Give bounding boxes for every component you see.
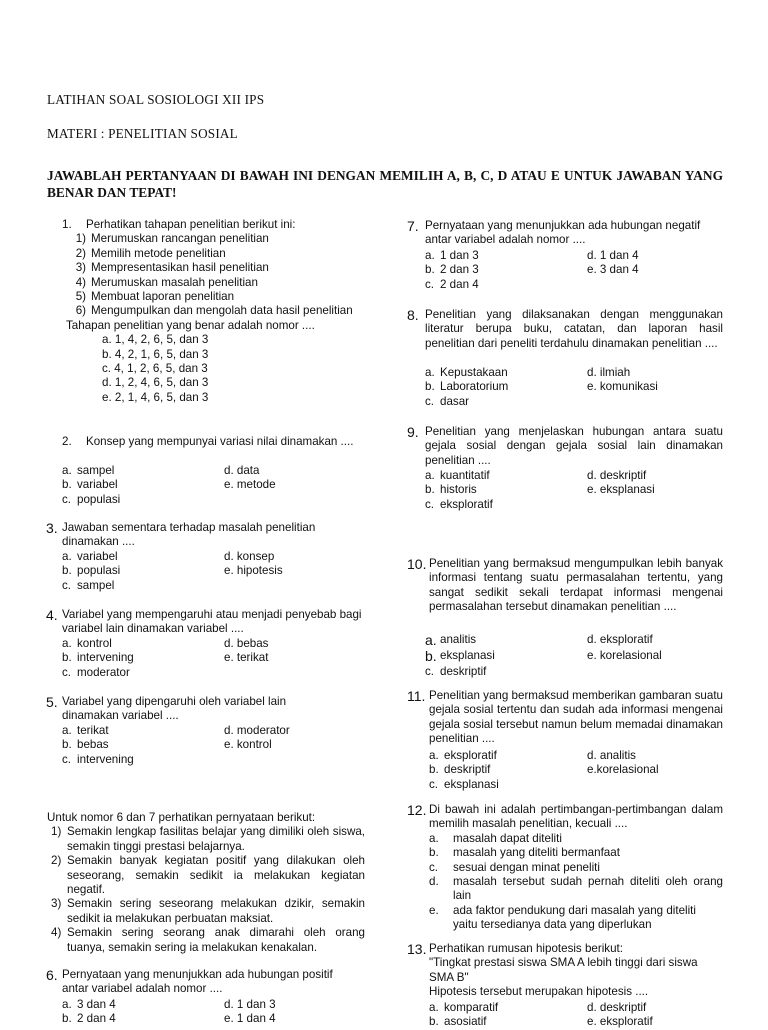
answer-option[interactable] bbox=[425, 498, 587, 512]
option-text: analitis bbox=[440, 633, 477, 646]
option-letter: b. bbox=[62, 478, 72, 492]
answer-options-10 bbox=[425, 632, 737, 680]
answer-option[interactable]: e. hipotesis bbox=[224, 564, 283, 578]
option-letter: e. bbox=[429, 903, 439, 917]
question-prompt: Hipotesis tersebut merupakan hipotesis .... bbox=[429, 985, 649, 999]
option-letter: d. bbox=[429, 875, 439, 889]
question-stem: Konsep yang mempunyai variasi nilai dinamakan .... bbox=[86, 435, 354, 448]
answer-option[interactable] bbox=[429, 749, 591, 763]
option-text: 2 dan 4 bbox=[77, 1012, 116, 1026]
answer-options-9 bbox=[425, 469, 737, 512]
answer-option[interactable]: e.korelasional bbox=[587, 763, 659, 777]
answer-option[interactable] bbox=[429, 1015, 591, 1029]
answer-option[interactable] bbox=[425, 632, 587, 648]
statement-item: Semakin sering seorang anak dimarahi oleh orang tuanya, semakin sering ia melakukan kenakalan. bbox=[67, 926, 365, 954]
answer-option[interactable]: e. terikat bbox=[224, 651, 269, 665]
option-text: historis bbox=[440, 483, 477, 497]
option-text: 1 dan 3 bbox=[440, 249, 479, 262]
question-stem: Jawaban sementara terhadap masalah penelitian dinamakan .... bbox=[62, 521, 316, 549]
option-text: kuantitatif bbox=[440, 469, 490, 482]
answer-option[interactable] bbox=[429, 1001, 591, 1015]
question-stem: Penelitian yang dilaksanakan dengan menggunakan literatur berupa buku, catatan, dan laporan hasil penelitian dari peneliti terdahulu dinamakan penelitian .... bbox=[425, 308, 723, 350]
answer-option[interactable]: d. data bbox=[224, 464, 260, 477]
option-text: eksplanasi bbox=[444, 777, 499, 791]
question-11 bbox=[407, 689, 723, 747]
question-number: 13. bbox=[407, 941, 427, 957]
answer-option[interactable] bbox=[62, 651, 224, 665]
question-10 bbox=[407, 557, 723, 615]
answer-option[interactable] bbox=[62, 464, 224, 478]
option-text: bebas bbox=[77, 738, 109, 752]
question-stem: Variabel yang dipengaruhi oleh variabel lain dinamakan variabel .... bbox=[62, 695, 287, 723]
list-item: Mengumpulkan dan mengolah data hasil penelitian bbox=[91, 304, 353, 318]
statement-item: Semakin sering seseorang melakukan dzikir, semakin sedikit ia melakukan perbuatan maksiat. bbox=[67, 897, 365, 925]
answer-option[interactable]: e. 1 dan 4 bbox=[224, 1012, 276, 1026]
question-3 bbox=[46, 521, 346, 550]
question-number: 6. bbox=[46, 967, 58, 983]
answer-options-3 bbox=[62, 550, 374, 593]
answer-option[interactable] bbox=[429, 861, 723, 875]
answer-option[interactable] bbox=[429, 904, 723, 933]
answer-options-4 bbox=[62, 637, 374, 680]
option-text: masalah yang diteliti bermanfaat bbox=[453, 846, 620, 860]
question-stem: Pernyataan yang menunjukkan ada hubungan positif antar variabel adalah nomor .... bbox=[62, 968, 333, 996]
answer-option[interactable]: b. 4, 2, 1, 6, 5, dan 3 bbox=[102, 347, 209, 361]
option-text: deskriptif bbox=[444, 763, 491, 777]
answer-list bbox=[62, 333, 362, 405]
answer-option[interactable] bbox=[62, 493, 224, 507]
answer-option[interactable] bbox=[425, 380, 587, 394]
option-letter: b. bbox=[62, 1012, 72, 1026]
item-number: 3) bbox=[51, 897, 62, 911]
option-letter: b. bbox=[425, 483, 435, 497]
option-letter: a. bbox=[62, 464, 72, 477]
option-text: populasi bbox=[77, 492, 121, 506]
option-text: kontrol bbox=[77, 637, 112, 650]
answer-option[interactable]: e. metode bbox=[224, 478, 276, 492]
option-text: moderator bbox=[77, 665, 130, 679]
option-letter: c. bbox=[62, 492, 72, 506]
answer-option[interactable]: d. eksploratif bbox=[587, 633, 653, 646]
option-letter: c. bbox=[425, 665, 435, 678]
question-stem: Penelitian yang menjelaskan hubungan antara suatu gejala sosial dengan gejala sosial lain dinamakan penelitian .... bbox=[425, 425, 723, 467]
question-stem: Di bawah ini adalah pertimbangan-pertimbangan dalam memilih masalah penelitian, kecuali .... bbox=[429, 803, 723, 831]
option-letter: b. bbox=[425, 380, 435, 394]
answer-option[interactable] bbox=[425, 249, 587, 263]
option-text: masalah dapat diteliti bbox=[453, 831, 562, 845]
option-letter: c. bbox=[429, 777, 439, 791]
item-number: 6) bbox=[75, 304, 86, 318]
option-text: 2 dan 3 bbox=[440, 263, 479, 277]
answer-options-13 bbox=[429, 1001, 741, 1030]
answer-option[interactable] bbox=[429, 846, 723, 860]
answer-option[interactable] bbox=[425, 366, 587, 380]
answer-option[interactable]: e. komunikasi bbox=[587, 380, 658, 394]
option-text: Laboratorium bbox=[440, 380, 509, 394]
answer-option[interactable] bbox=[62, 998, 224, 1012]
option-letter: a. bbox=[62, 998, 72, 1011]
option-letter: b. bbox=[429, 1015, 439, 1029]
answer-option[interactable] bbox=[425, 664, 587, 680]
answer-option[interactable] bbox=[62, 637, 224, 651]
option-letter: b. bbox=[429, 763, 439, 777]
hypothesis-quote: "Tingkat prestasi siswa SMA A lebih tinggi dari siswa SMA B" bbox=[429, 956, 698, 984]
option-text: intervening bbox=[77, 752, 134, 766]
list-item: Merumuskan masalah penelitian bbox=[91, 275, 258, 289]
option-text: variabel bbox=[77, 478, 118, 492]
answer-option[interactable]: d. deskriptif bbox=[587, 469, 647, 482]
option-letter: a. bbox=[425, 469, 435, 482]
option-text: komparatif bbox=[444, 1001, 499, 1014]
question-number: 10. bbox=[407, 556, 427, 572]
answer-option[interactable]: d. bebas bbox=[224, 637, 269, 650]
list-item: Membuat laporan penelitian bbox=[91, 290, 235, 304]
question-8 bbox=[407, 308, 723, 351]
question-stem: Penelitian yang bermaksud memberikan gambaran suatu gejala sosial tertentu dan sudah ada informasi mengenai gejala sosial tersebut namun belum memadai dinamakan penelitian .... bbox=[429, 689, 723, 746]
item-number: 2) bbox=[75, 246, 86, 260]
question-12 bbox=[407, 803, 723, 933]
option-text: sampel bbox=[77, 464, 115, 477]
question-9 bbox=[407, 425, 723, 468]
question-number: 7. bbox=[407, 218, 419, 234]
item-number: 1) bbox=[51, 825, 62, 839]
question-stem: Variabel yang mempengaruhi atau menjadi penyebab bagi variabel lain dinamakan variabel .... bbox=[62, 608, 362, 636]
list-item: Mempresentasikan hasil penelitian bbox=[91, 261, 269, 275]
option-letter: b. bbox=[62, 564, 72, 578]
question-number: 8. bbox=[407, 307, 419, 323]
option-letter: c. bbox=[425, 394, 435, 408]
option-text: dasar bbox=[440, 394, 470, 408]
option-letter: b. bbox=[62, 738, 72, 752]
question-prompt: Tahapan penelitian yang benar adalah nomor .... bbox=[66, 318, 315, 332]
answer-option[interactable]: d. analitis bbox=[587, 749, 636, 762]
answer-option[interactable]: d. moderator bbox=[224, 724, 290, 737]
option-text: sesuai dengan minat peneliti bbox=[453, 860, 600, 874]
question-stem: Penelitian yang bermaksud mengumpulkan lebih banyak informasi tentang suatu permasalahan tertentu, yang sangat sedikit sekali terdapat informasi mengenai permasalahan tersebut dinamakan penelitian .... bbox=[429, 557, 723, 614]
question-6 bbox=[46, 968, 362, 997]
option-letter: c. bbox=[429, 860, 439, 874]
option-text: ada faktor pendukung dari masalah yang diteliti yaitu tersedianya data yang diperlukan bbox=[453, 903, 696, 932]
option-letter: b. bbox=[62, 651, 72, 665]
answer-option[interactable]: d. deskriptif bbox=[587, 1001, 647, 1014]
item-number: 5) bbox=[75, 290, 86, 304]
answer-option[interactable] bbox=[62, 564, 224, 578]
answer-option[interactable] bbox=[62, 753, 374, 767]
page-title: LATIHAN SOAL SOSIOLOGI XII IPS bbox=[47, 92, 265, 107]
option-letter: a. bbox=[425, 249, 435, 262]
option-text: masalah tersebut sudah pernah diteliti oleh orang lain bbox=[453, 875, 723, 903]
answer-options-11 bbox=[429, 749, 741, 792]
option-letter: a. bbox=[429, 831, 439, 845]
option-text: eksploratif bbox=[440, 497, 493, 511]
answer-option[interactable] bbox=[425, 469, 587, 483]
answer-option[interactable] bbox=[62, 724, 224, 738]
option-letter: b. bbox=[425, 263, 435, 277]
answer-option[interactable]: d. ilmiah bbox=[587, 366, 631, 379]
answer-option[interactable] bbox=[429, 778, 591, 792]
statement-item: Semakin banyak kegiatan positif yang dilakukan oleh seseorang, semakin sedikit ia melakukan kegiatan negatif. bbox=[67, 854, 365, 897]
answer-option[interactable]: e. korelasional bbox=[587, 649, 662, 662]
option-text: sampel bbox=[77, 578, 115, 592]
statements-block bbox=[47, 811, 365, 955]
option-letter: a. bbox=[425, 632, 437, 648]
answer-option[interactable]: c. 4, 1, 2, 6, 5, dan 3 bbox=[102, 362, 208, 376]
item-number: 1) bbox=[75, 232, 86, 246]
question-stem: Perhatikan tahapan penelitian berikut ini: bbox=[86, 218, 296, 231]
answer-option[interactable]: e. kontrol bbox=[224, 738, 272, 752]
statement-item: Semakin lengkap fasilitas belajar yang dimiliki oleh siswa, semakin tinggi prestasi belajarnya. bbox=[67, 825, 365, 853]
answer-option[interactable]: e. eksploratif bbox=[587, 1015, 653, 1029]
item-number: 4) bbox=[75, 275, 86, 289]
option-letter: a. bbox=[62, 637, 72, 650]
question-number: 9. bbox=[407, 424, 419, 440]
option-text: asosiatif bbox=[444, 1015, 487, 1029]
option-letter: a. bbox=[429, 749, 439, 762]
question-13 bbox=[407, 942, 723, 1000]
answer-option[interactable] bbox=[429, 832, 723, 846]
answer-option[interactable] bbox=[62, 1012, 224, 1026]
question-7 bbox=[407, 219, 725, 248]
answer-option[interactable] bbox=[429, 763, 591, 777]
option-text: populasi bbox=[77, 564, 121, 578]
question-number: 4. bbox=[46, 607, 58, 623]
question-5 bbox=[46, 695, 336, 724]
materi-heading: MATERI : PENELITIAN SOSIAL bbox=[47, 126, 238, 141]
question-1 bbox=[62, 218, 362, 405]
option-letter: a. bbox=[62, 550, 72, 563]
option-text: intervening bbox=[77, 651, 134, 665]
answer-option[interactable]: e. eksplanasi bbox=[587, 483, 655, 497]
answer-option[interactable]: d. 1 dan 4 bbox=[587, 249, 639, 262]
option-text: variabel bbox=[77, 550, 118, 563]
option-text: eksploratif bbox=[444, 749, 497, 762]
option-text: Kepustakaan bbox=[440, 366, 508, 379]
answer-options-2 bbox=[62, 464, 374, 507]
question-4 bbox=[46, 608, 362, 637]
answer-option[interactable]: d. 1, 2, 4, 6, 5, dan 3 bbox=[102, 376, 209, 390]
question-stem: Perhatikan rumusan hipotesis berikut: bbox=[429, 942, 623, 955]
answer-option[interactable] bbox=[62, 666, 224, 680]
answer-option[interactable] bbox=[62, 478, 224, 492]
list-item: Merumuskan rancangan penelitian bbox=[91, 232, 269, 246]
answer-option[interactable]: a. 1, 4, 2, 6, 5, dan 3 bbox=[102, 333, 209, 347]
option-letter: c. bbox=[425, 497, 435, 511]
question-number: 5. bbox=[46, 694, 58, 710]
question-stem: Pernyataan yang menunjukkan ada hubungan negatif antar variabel adalah nomor .... bbox=[425, 219, 701, 247]
answer-options-5 bbox=[62, 724, 374, 767]
answer-option[interactable]: e. 3 dan 4 bbox=[587, 263, 639, 277]
option-text: eksplanasi bbox=[440, 649, 495, 662]
option-letter: a. bbox=[429, 1001, 439, 1014]
question-number: 12. bbox=[407, 802, 427, 818]
answer-option[interactable] bbox=[425, 648, 587, 664]
option-letter: a. bbox=[62, 724, 72, 737]
question-number: 2. bbox=[62, 435, 72, 448]
answer-options-6 bbox=[62, 998, 374, 1027]
item-number: 2) bbox=[51, 854, 62, 868]
answer-option[interactable]: e. 2, 1, 4, 6, 5, dan 3 bbox=[102, 390, 209, 404]
option-letter: c. bbox=[62, 578, 72, 592]
answer-option[interactable] bbox=[62, 738, 224, 752]
instructions: JAWABLAH PERTANYAAN DI BAWAH INI DENGAN MEMILIH A, B, C, D ATAU E UNTUK JAWABAN YANG BENAR DAN TEPAT! bbox=[47, 168, 723, 200]
option-letter: b. bbox=[429, 846, 439, 860]
answer-option[interactable] bbox=[62, 550, 224, 564]
option-text: deskriptif bbox=[440, 665, 487, 678]
option-letter: c. bbox=[425, 277, 435, 291]
question-number: 11. bbox=[407, 688, 426, 704]
answer-option[interactable]: d. konsep bbox=[224, 550, 275, 563]
item-number: 4) bbox=[51, 926, 62, 940]
statements-intro: Untuk nomor 6 dan 7 perhatikan pernyataan berikut: bbox=[47, 811, 316, 824]
option-text: terikat bbox=[77, 724, 109, 737]
answer-option[interactable] bbox=[425, 483, 587, 497]
option-letter: b. bbox=[425, 648, 437, 664]
option-text: 2 dan 4 bbox=[440, 277, 479, 291]
option-text: 3 dan 4 bbox=[77, 998, 116, 1011]
answer-option[interactable] bbox=[425, 263, 587, 277]
answer-option[interactable] bbox=[425, 395, 587, 409]
option-letter: c. bbox=[62, 665, 72, 679]
question-2 bbox=[62, 435, 362, 449]
answer-option[interactable]: d. 1 dan 3 bbox=[224, 998, 276, 1011]
option-letter: a. bbox=[425, 366, 435, 379]
answer-options-8 bbox=[425, 366, 737, 409]
answer-option[interactable] bbox=[62, 579, 224, 593]
item-number: 3) bbox=[75, 261, 86, 275]
question-number: 3. bbox=[46, 520, 58, 536]
option-letter: c. bbox=[62, 752, 72, 766]
answer-option[interactable] bbox=[425, 278, 587, 292]
list-item: Memilih metode penelitian bbox=[91, 246, 226, 260]
answer-option[interactable] bbox=[429, 875, 723, 904]
question-number: 1. bbox=[62, 218, 72, 231]
answer-options-7 bbox=[425, 249, 737, 292]
